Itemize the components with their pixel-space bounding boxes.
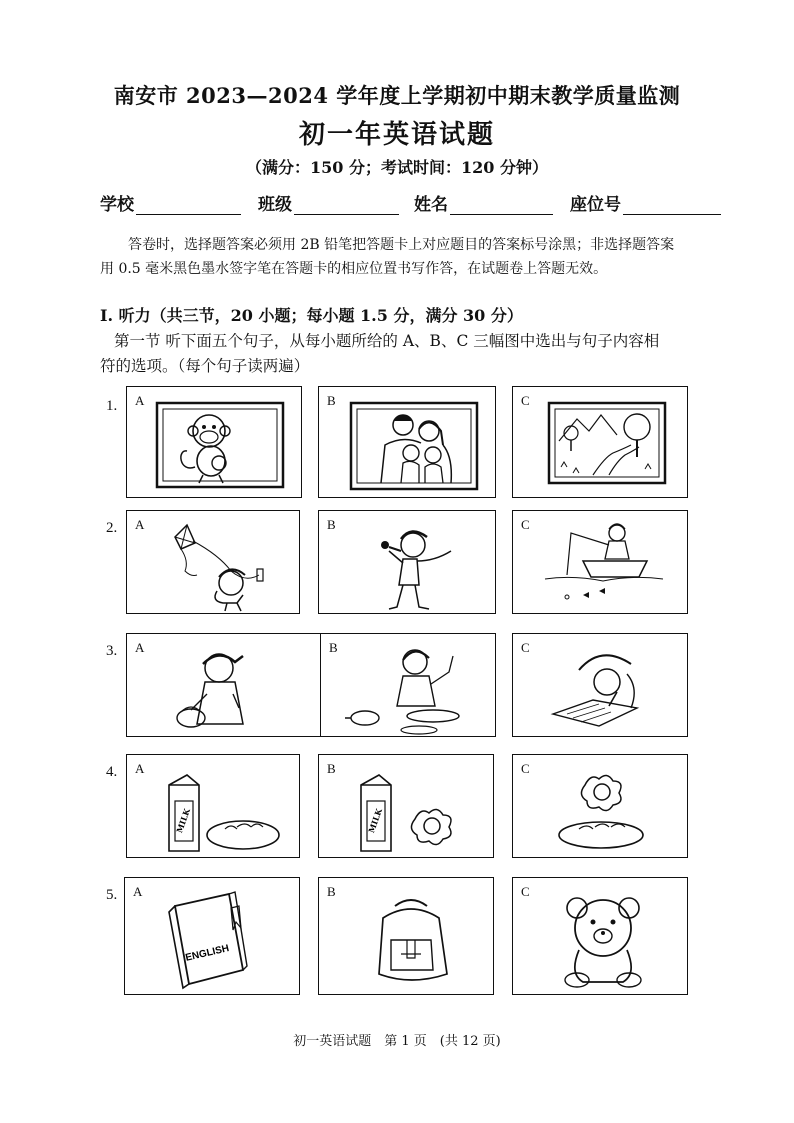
question-number: 2. bbox=[106, 520, 118, 536]
option-box[interactable] bbox=[126, 754, 300, 858]
option-label: B bbox=[327, 393, 336, 408]
section-desc-line1: 第一节 听下面五个句子，从每小题所给的 A、B、C 三幅图中选出与句子内容相 bbox=[114, 332, 660, 350]
option-box[interactable] bbox=[512, 386, 688, 498]
question-number: 5. bbox=[106, 887, 118, 903]
seat-label: 座位号 bbox=[570, 195, 621, 215]
exam-title-line2: 初一年英语试题 bbox=[298, 120, 495, 150]
option-box[interactable] bbox=[512, 754, 688, 858]
landscape-picture-icon bbox=[513, 387, 689, 499]
name-blank[interactable] bbox=[450, 195, 553, 215]
option-label: C bbox=[521, 517, 530, 532]
boy-singing-icon bbox=[319, 511, 497, 615]
school-blank[interactable] bbox=[136, 195, 241, 215]
option-box[interactable] bbox=[318, 386, 496, 498]
exam-score-time: （满分：150 分；考试时间：120 分钟） bbox=[246, 158, 548, 177]
english-book-icon bbox=[125, 878, 301, 996]
backpack-icon bbox=[319, 878, 495, 996]
class-field[interactable] bbox=[258, 190, 399, 215]
seat-field[interactable] bbox=[570, 190, 721, 215]
option-box[interactable] bbox=[320, 633, 496, 737]
class-blank[interactable] bbox=[294, 195, 399, 215]
option-box[interactable] bbox=[126, 510, 300, 614]
exam-title-line1: 南安市 2023—2024 学年度上学期初中期末教学质量监测 bbox=[113, 83, 681, 108]
option-box[interactable] bbox=[124, 877, 300, 995]
egg-and-bread-icon bbox=[513, 755, 689, 859]
page-footer: 初一英语试题 第 1 页 (共 12 页) bbox=[293, 1034, 501, 1049]
class-label: 班级 bbox=[258, 195, 292, 215]
question-number: 3. bbox=[106, 643, 118, 659]
option-box[interactable] bbox=[126, 633, 328, 737]
girl-writing-icon bbox=[513, 634, 689, 738]
woman-cooking-icon bbox=[321, 634, 497, 738]
family-photo-icon bbox=[319, 387, 497, 499]
option-label: C bbox=[521, 761, 530, 776]
option-label: C bbox=[521, 393, 530, 408]
option-box[interactable] bbox=[512, 510, 688, 614]
option-label: A bbox=[135, 640, 145, 655]
option-label: B bbox=[329, 640, 338, 655]
milk-and-bread-icon bbox=[127, 755, 301, 859]
option-box[interactable] bbox=[512, 633, 688, 737]
option-box[interactable] bbox=[318, 754, 494, 858]
notice-line2: 用 0.5 毫米黑色墨水签字笔在答题卡的相应位置书写作答，在试题卷上答题无效。 bbox=[100, 261, 608, 277]
school-field[interactable] bbox=[100, 190, 241, 215]
section-heading: I. 听力（共三节，20 小题；每小题 1.5 分，满分 30 分） bbox=[100, 306, 523, 325]
option-box[interactable] bbox=[126, 386, 302, 498]
book-cover-text: ENGLISH bbox=[184, 943, 231, 964]
girl-washing-clothes-icon bbox=[127, 634, 329, 738]
option-box[interactable] bbox=[512, 877, 688, 995]
option-label: B bbox=[327, 884, 336, 899]
question-number: 4. bbox=[106, 764, 118, 780]
option-label: C bbox=[521, 640, 530, 655]
option-label: C bbox=[521, 884, 530, 899]
teddy-bear-icon bbox=[513, 878, 689, 996]
name-field[interactable] bbox=[414, 190, 553, 215]
option-label: A bbox=[133, 884, 143, 899]
option-box[interactable] bbox=[318, 877, 494, 995]
option-label: A bbox=[135, 761, 145, 776]
boy-fishing-boat-icon bbox=[513, 511, 689, 615]
name-label: 姓名 bbox=[414, 195, 448, 215]
option-label: A bbox=[135, 393, 145, 408]
milk-and-egg-icon bbox=[319, 755, 495, 859]
monkey-picture-icon bbox=[127, 387, 303, 499]
seat-blank[interactable] bbox=[623, 195, 721, 215]
milk-carton-label: MILK bbox=[366, 807, 385, 835]
milk-carton-label: MILK bbox=[174, 807, 193, 835]
question-number: 1. bbox=[106, 398, 118, 414]
boy-flying-kite-icon bbox=[127, 511, 301, 615]
option-label: A bbox=[135, 517, 145, 532]
option-label: B bbox=[327, 761, 336, 776]
option-box[interactable] bbox=[318, 510, 496, 614]
section-desc-line2: 符的选项。（每个句子读两遍） bbox=[100, 357, 310, 375]
option-label: B bbox=[327, 517, 336, 532]
notice-line1: 答卷时，选择题答案必须用 2B 铅笔把答题卡上对应题目的答案标号涂黑；非选择题答案 bbox=[128, 237, 675, 253]
school-label: 学校 bbox=[100, 195, 134, 215]
